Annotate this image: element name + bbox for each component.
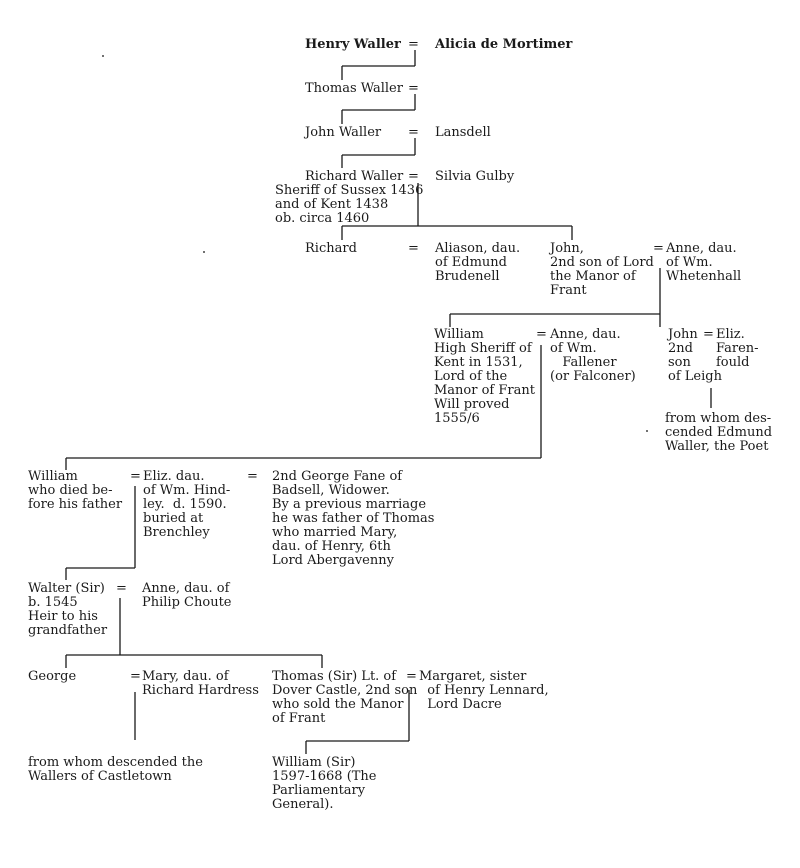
mary-hardress-entry: Mary, dau. of Richard Hardress (142, 669, 259, 698)
henry-waller-name: Henry Waller (305, 37, 401, 52)
lansdell-name: Lansdell (435, 125, 491, 140)
thomas-waller-name: Thomas Waller (305, 81, 403, 96)
marriage-sign: = (408, 241, 419, 256)
george-name: George (28, 669, 77, 684)
eliz-farenfould-entry: Eliz. Faren- fould (716, 327, 759, 370)
john-waller-name: John Waller (305, 125, 382, 140)
marriage-sign: = (116, 581, 127, 596)
richard-waller-name: Richard Waller (305, 169, 404, 184)
richard-waller-details: Sheriff of Sussex 1436 and of Kent 1438 ob. circa 1460 (275, 183, 424, 226)
scan-speck (646, 430, 648, 432)
marriage-sign: = (406, 669, 417, 684)
marriage-sign: = (536, 327, 547, 342)
william-high-sheriff-entry: William High Sheriff of Kent in 1531, Lord of the Manor of Frant Will proved 1555/6 (434, 327, 535, 426)
marriage-sign: = (408, 169, 419, 184)
margaret-lennard-entry: Margaret, sister of Henry Lennard, Lord Dacre (419, 669, 549, 712)
john-lord-of-frant-entry: John, 2nd son of Lord the Manor of Frant (550, 241, 654, 298)
anne-fallener-entry: Anne, dau. of Wm. Fallener (or Falconer) (550, 327, 636, 384)
richard-name: Richard (305, 241, 357, 256)
marriage-sign: = (408, 37, 419, 52)
thomas-sir-entry: Thomas (Sir) Lt. of Dover Castle, 2nd son who sold the Manor of Frant (272, 669, 418, 726)
anne-whetenhall-entry: Anne, dau. of Wm. Whetenhall (666, 241, 742, 284)
scan-speck (203, 251, 205, 253)
marriage-sign: = (408, 81, 419, 96)
edmund-waller-descent-note: from whom des- cended Edmund Waller, the Poet (665, 411, 773, 454)
silvia-gulby-name: Silvia Gulby (435, 169, 515, 184)
castletown-descent-note: from whom descended the Wallers of Castletown (28, 755, 203, 784)
scan-speck (102, 55, 104, 57)
marriage-sign: = (703, 327, 714, 342)
marriage-sign: = (247, 469, 258, 484)
eliz-hindley-entry: Eliz. dau. of Wm. Hind- ley. d. 1590. buried at Brenchley (143, 469, 231, 540)
william-died-before-father-entry: William who died be- fore his father (28, 469, 123, 512)
walter-sir-entry: Walter (Sir) b. 1545 Heir to his grandfather (28, 581, 108, 638)
aliason-brudenell-entry: Aliason, dau. of Edmund Brudenell (435, 241, 521, 284)
john-of-leigh-entry: John 2nd son of Leigh (668, 327, 722, 384)
alicia-de-mortimer-name: Alicia de Mortimer (435, 37, 573, 52)
marriage-sign: = (130, 469, 141, 484)
marriage-sign: = (130, 669, 141, 684)
william-sir-parliamentary-general-entry: William (Sir) 1597-1668 (The Parliamentary General). (272, 755, 377, 812)
george-fane-entry: 2nd George Fane of Badsell, Widower. By a previous marriage he was father of Thomas who married Mary, dau. of Henry, 6th Lord Abergavenny (272, 469, 435, 568)
anne-choute-entry: Anne, dau. of Philip Choute (142, 581, 232, 610)
marriage-sign: = (653, 241, 664, 256)
marriage-sign: = (408, 125, 419, 140)
